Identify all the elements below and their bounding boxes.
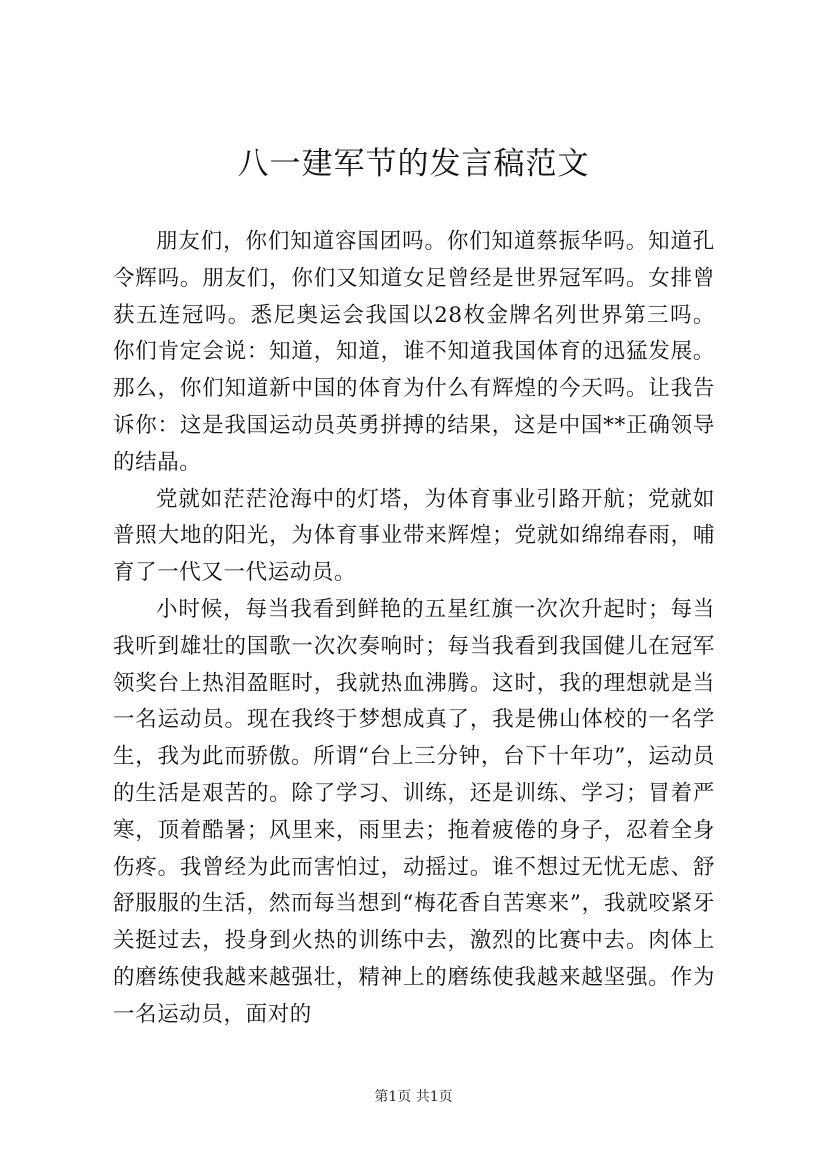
paragraph-2: 党就如茫茫沧海中的灯塔，为体育事业引路开航；党就如普照大地的阳光，为体育事业带来辉煌；党就如绵绵春雨，哺育了一代又一代运动员。: [113, 486, 715, 586]
page-footer: 第1页 共1页: [374, 1089, 453, 1105]
document-title: 八一建军节的发言稿范文: [237, 146, 590, 182]
document-body: [113, 224, 715, 1034]
paragraph-1: 朋友们，你们知道容国团吗。你们知道蔡振华吗。知道孔令辉吗。朋友们，你们又知道女足曾经是世界冠军吗。女排曾获五连冠吗。悉尼奥运会我国以28枚金牌名列世界第三吗。你们肯定会说：知道，知道，谁不知道我国体育的迅猛发展。那么，你们知道新中国的体育为什么有辉煌的今天吗。让我告诉你：这是我国运动员英勇拼搏的结果，这是中国**正确领导的结晶。: [113, 229, 715, 475]
paragraph-3: 小时候，每当我看到鲜艳的五星红旗一次次升起时；每当我听到雄壮的国歌一次次奏响时；每当我看到我国健儿在冠军领奖台上热泪盈眶时，我就热血沸腾。这时，我的理想就是当一名运动员。现在我终于梦想成真了，我是佛山体校的一名学生，我为此而骄傲。所谓“台上三分钟，台下十年功”，运动员的生活是艰苦的。除了学习、训练，还是训练、学习；冒着严寒，顶着酷暑；风里来，雨里去；拖着疲倦的身子，忍着全身伤疼。我曾经为此而害怕过，动摇过。谁不想过无忧无虑、舒舒服服的生活，然而每当想到“梅花香自苦寒来”，我就咬紧牙关挺过去，投身到火热的训练中去，激烈的比赛中去。肉体上的磨练使我越来越强壮，精神上的磨练使我越来越坚强。作为一名运动员，面对的: [113, 596, 715, 1027]
